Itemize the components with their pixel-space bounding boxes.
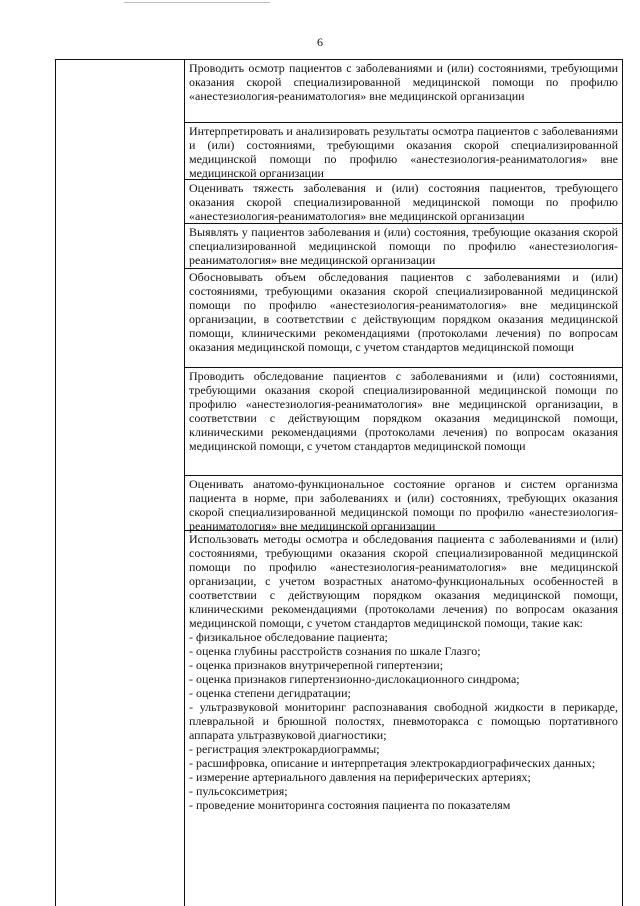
skills-table bbox=[55, 59, 623, 906]
row-text: Проводить обследование пациентов с заболеваниями и (или) состояниями, требующими оказания скорой специализированной медицинской помощи по профилю «анестезиология-реаниматология» вне медицинской организации, в соответствии с действующим порядком оказания медицинской помощи, клиническими рекомендациями (протоколами лечения) по вопросам оказания медицинской помощи, с учетом стандартов медицинской помощи bbox=[189, 369, 618, 453]
list-item: - ультразвуковой мониторинг распознавания свободной жидкости в перикарде, плевральной и брюшной полостях, пневмоторакса с помощью портативного аппарата ультразвуковой диагностики; bbox=[189, 700, 618, 742]
list-item: - пульсоксиметрия; bbox=[189, 784, 288, 798]
right-column bbox=[185, 60, 622, 906]
list-item: - оценка признаков внутричерепной гипертензии; bbox=[189, 658, 444, 672]
row-text: Выявлять у пациентов заболевания и (или) состояния, требующие оказания скорой специализированной медицинской помощи по профилю «анестезиология-реаниматология» вне медицинской организации bbox=[189, 225, 618, 267]
row-text: Оценивать тяжесть заболевания и (или) состояния пациентов, требующего оказания скорой специализированной медицинской помощи по профилю «анестезиология-реаниматология» вне медицинской организации bbox=[189, 181, 618, 223]
list-item: - измерение артериального давления на периферических артериях; bbox=[189, 770, 531, 784]
table-row bbox=[185, 476, 622, 531]
list-item: - проведение мониторинга состояния пациента по показателям bbox=[189, 798, 511, 812]
row-text: Использовать методы осмотра и обследования пациента с заболеваниями и (или) состояниями, требующими оказания скорой специализированной медицинской помощи по профилю «анестезиология-реаниматология» вне медицинской организации, с учетом возрастных анатомо-функциональных особенностей в соответствии с действующим порядком оказания медицинской помощи, клиническими рекомендациями (протоколами лечения) по вопросам оказания медицинской помощи, с учетом стандартов медицинской помощи, такие как: bbox=[189, 532, 618, 630]
row-text: Интерпретировать и анализировать результаты осмотра пациентов с заболеваниями и (или) состояниями, требующими оказания скорой специализированной медицинской помощи по профилю «анестезиология-реаниматология» вне медицинской организации bbox=[189, 124, 618, 180]
list-item: - оценка степени дегидратации; bbox=[189, 686, 351, 700]
top-rule bbox=[124, 2, 270, 3]
list-item: - физикальное обследование пациента; bbox=[189, 630, 388, 644]
list-item: - оценка признаков гипертензионно-дислокационного синдрома; bbox=[189, 672, 520, 686]
list-item: - оценка глубины расстройств сознания по шкале Глазго; bbox=[189, 644, 481, 658]
table-row bbox=[185, 180, 622, 224]
table-row bbox=[185, 60, 622, 123]
page-number: 6 bbox=[317, 35, 323, 49]
list-item: - расшифровка, описание и интерпретация электрокардиографических данных; bbox=[189, 756, 596, 770]
table-row bbox=[185, 269, 622, 368]
left-column-cell bbox=[56, 60, 185, 906]
row-text: Проводить осмотр пациентов с заболеваниями и (или) состояниями, требующими оказания скорой специализированной медицинской помощи по профилю «анестезиология-реаниматология» вне медицинской организации bbox=[189, 61, 618, 103]
list-item: - регистрация электрокардиограммы; bbox=[189, 742, 380, 756]
table-row bbox=[185, 531, 622, 906]
row-text: Оценивать анатомо-функциональное состояние органов и систем организма пациента в норме, при заболеваниях и (или) состояниях, требующих оказания скорой специализированной медицинской помощи по профилю «анестезиология-реаниматология» вне медицинской организации bbox=[189, 477, 618, 533]
table-row bbox=[185, 224, 622, 269]
row-text: Обосновывать объем обследования пациентов с заболеваниями и (или) состояниями, требующими оказания скорой специализированной медицинской помощи по профилю «анестезиология-реаниматология» вне медицинской организации, в соответствии с действующим порядком оказания медицинской помощи, клиническими рекомендациями (протоколами лечения) по вопросам оказания медицинской помощи, с учетом стандартов медицинской помощи bbox=[189, 270, 618, 354]
table-row bbox=[185, 368, 622, 476]
table-row bbox=[185, 123, 622, 180]
